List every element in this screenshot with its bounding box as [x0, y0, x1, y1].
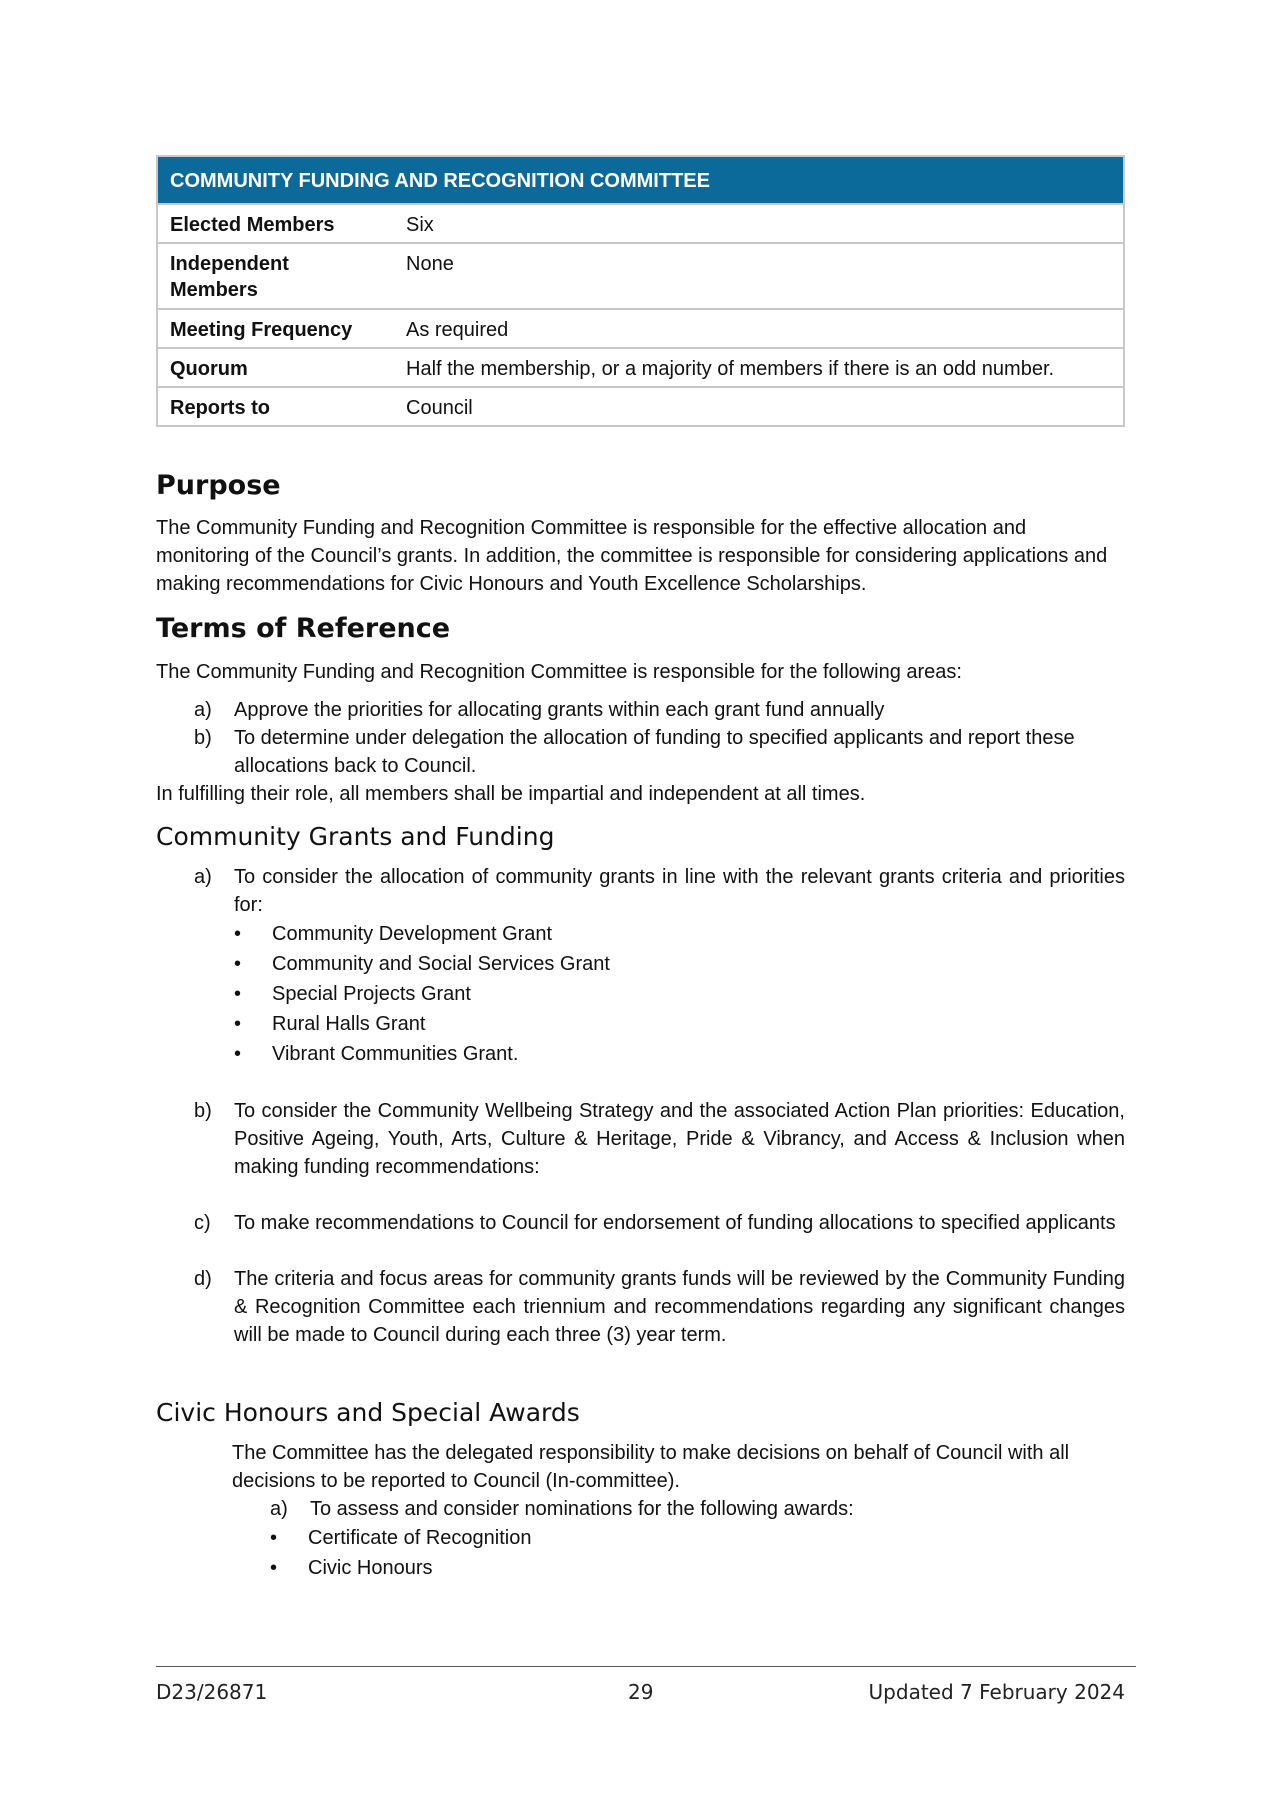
list-item	[156, 696, 1125, 724]
row-value: Half the membership, or a majority of members if there is an odd number.	[394, 348, 1124, 387]
footer-divider	[156, 1666, 1136, 1667]
terms-intro: The Community Funding and Recognition Committee is responsible for the following areas:	[156, 661, 962, 683]
list-marker: b)	[194, 727, 212, 749]
list-item: • Rural Halls Grant	[234, 1009, 1125, 1039]
purpose-heading: Purpose	[156, 470, 281, 501]
list-item	[156, 1265, 1125, 1349]
grants-heading: Community Grants and Funding	[156, 822, 555, 851]
grant-types-list	[234, 919, 1125, 1069]
purpose-text: The Community Funding and Recognition Committee is responsible for the effective allocation and monitoring of the Council’s grants. In addition, the committee is responsible for considering applications and making recommendations for Civic Honours and Youth Excellence Scholarships.	[156, 517, 1108, 595]
row-value: As required	[394, 309, 1124, 348]
table-row	[157, 348, 1124, 387]
list-item: • Vibrant Communities Grant.	[234, 1039, 1125, 1069]
list-marker: d)	[194, 1268, 212, 1290]
list-text: To assess and consider nominations for the following awards:	[310, 1498, 854, 1520]
updated-date: Updated 7 February 2024	[868, 1680, 1125, 1704]
list-text: To make recommendations to Council for endorsement of funding allocations to specified applicants	[234, 1212, 1116, 1234]
row-label: Quorum	[157, 348, 394, 387]
row-value: Six	[394, 204, 1124, 243]
list-item	[156, 863, 1125, 1069]
table-title: COMMUNITY FUNDING AND RECOGNITION COMMITTEE	[157, 156, 1124, 204]
list-item	[270, 1495, 1125, 1523]
committee-summary-table	[156, 155, 1125, 427]
list-text: Approve the priorities for allocating grants within each grant fund annually	[234, 699, 885, 721]
terms-list	[156, 696, 1125, 780]
row-value: None	[394, 243, 1124, 309]
list-item	[156, 724, 1125, 780]
row-label: Meeting Frequency	[157, 309, 394, 348]
terms-heading: Terms of Reference	[156, 613, 451, 644]
list-text: The criteria and focus areas for community grants funds will be reviewed by the Community Funding & Recognition Committee each triennium and recommendations regarding any significant changes will be made to Council during each three (3) year term.	[234, 1268, 1125, 1346]
list-text: To consider the Community Wellbeing Strategy and the associated Action Plan priorities: Education, Positive Ageing, Youth, Arts, Culture & Heritage, Pride & Vibrancy, and Access & Inclusion when making funding recommendations:	[234, 1100, 1125, 1178]
list-item	[156, 1209, 1125, 1237]
list-marker: c)	[194, 1212, 211, 1234]
row-label: Elected Members	[157, 204, 394, 243]
document-reference: D23/26871	[156, 1680, 268, 1704]
table-row	[157, 309, 1124, 348]
list-marker: b)	[194, 1100, 212, 1122]
list-item: • Special Projects Grant	[234, 979, 1125, 1009]
terms-closing: In fulfilling their role, all members shall be impartial and independent at all times.	[156, 783, 866, 805]
list-item: • Community and Social Services Grant	[234, 949, 1125, 979]
table-row	[157, 387, 1124, 426]
list-marker: a)	[194, 699, 212, 721]
table-row	[157, 204, 1124, 243]
grants-list	[156, 863, 1125, 1349]
civic-heading: Civic Honours and Special Awards	[156, 1398, 580, 1427]
document-page	[156, 155, 1125, 1583]
list-text: To determine under delegation the allocation of funding to specified applicants and report these allocations back to Council.	[234, 727, 1075, 777]
row-label: Reports to	[157, 387, 394, 426]
civic-list	[156, 1495, 1125, 1523]
list-marker: a)	[194, 866, 212, 888]
list-marker: a)	[270, 1498, 288, 1520]
civic-awards-list	[156, 1523, 1125, 1583]
row-label: Independent Members	[157, 243, 394, 309]
list-item: • Civic Honours	[270, 1553, 1125, 1583]
list-text: To consider the allocation of community grants in line with the relevant grants criteria and priorities for:	[234, 866, 1125, 916]
list-item: • Certificate of Recognition	[270, 1523, 1125, 1553]
page-number: 29	[628, 1680, 654, 1704]
list-item	[156, 1097, 1125, 1181]
table-row	[157, 243, 1124, 309]
civic-intro: The Committee has the delegated responsibility to make decisions on behalf of Council with all decisions to be reported to Council (In-committee).	[232, 1442, 1070, 1492]
list-item: • Community Development Grant	[234, 919, 1125, 949]
row-value: Council	[394, 387, 1124, 426]
